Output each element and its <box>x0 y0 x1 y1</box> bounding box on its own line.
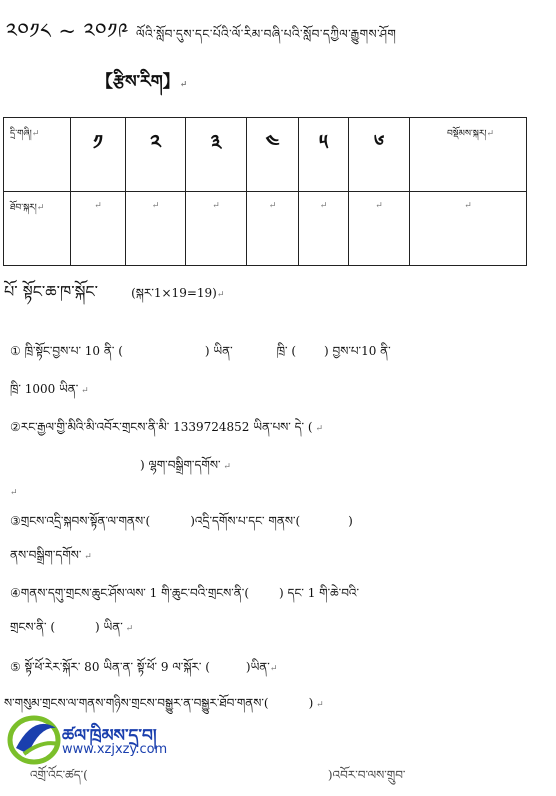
question-number-1: ༡ <box>71 118 126 192</box>
question-5-line1: ⑤ སྟོ་ཕོ་རེར་སྐོར་ 80 ཡིན་ན་ སྟོ་ཕོ་ 9 ལ་སྐོར་ ( )ཡིན་↵ <box>10 660 278 674</box>
question-6-line1: ས་གསུམ་གྲངས་ལ་གནས་གཉིས་གྲངས་བསྒྱུར་ན་བསྒྱུར་ཐོབ་གནས་( ) ↵ <box>4 696 324 710</box>
total-score-cell[interactable]: ↵ <box>410 192 527 266</box>
question-3-line2: ནས་བསྒྲིག་དགོས་ ↵ <box>10 548 92 562</box>
table-row <box>4 118 527 192</box>
question-3-line1: ③གྲངས་འདྲི་སྐབས་སྟོན་ལ་གནས་( )འདྲི་དགོས་པ་དང་ གནས་( ) <box>10 514 353 528</box>
total-label-cell: བསྡོམས་སྐར།↵ <box>410 118 527 192</box>
score-cell[interactable]: ↵ <box>186 192 247 266</box>
score-cell[interactable]: ↵ <box>349 192 410 266</box>
question-7-partial: འགྲོ་འོང་ཚད་( )འབོར་བ་ལས་གྲུབ་ <box>30 768 406 782</box>
question-2-line1: ②རང་རྒྱལ་གྱི་མིའི་མི་འབོར་གྲངས་ནི་མི་ 1339724852 ཡིན་པས་ དེ་ ( ↵ <box>10 420 323 434</box>
question-1-line1: ① ཁྲི་སྟོང་བྱས་པ་ 10 ནི་ ( ) ཡིན་ ཁྲི་ ( ) བྱས་པ་10 ནི་ <box>10 344 391 358</box>
score-label-cell: ཐོབ་སྐར།↵ <box>4 192 71 266</box>
question-2-line2: ) ལྷག་བསྒྲིག་དགོས་ ↵ <box>140 458 231 472</box>
question-number-4: ༤ <box>247 118 299 192</box>
score-cell[interactable]: ↵ <box>299 192 349 266</box>
subject-label: 【རྩིས་རིག】↵ <box>96 72 188 92</box>
question-label-cell: དྲི་གཞི།↵ <box>4 118 71 192</box>
watermark-text: ཚལ་ཁྲིམས་དྲ་བ། <box>62 726 157 746</box>
empty-paragraph: ↵ <box>10 488 18 498</box>
score-cell[interactable]: ↵ <box>71 192 126 266</box>
question-number-3: ༣ <box>186 118 247 192</box>
question-4-line1: ④གནས་དགུ་གྲངས་ཆུང་ཤོས་ལས་ 1 གི་ཆུང་བའི་གྲངས་ནི་( ) དང་ 1 གི་ཆེ་བའི་ <box>10 586 359 600</box>
year-range: ༢༠༡༨ ~ ༢༠༡༩ <box>6 19 129 43</box>
exam-title <box>6 8 396 67</box>
part1-heading: པོ་ སྟོང་ཆ་ཁ་སྐོང་ (སྐར་1×19=19)↵ <box>4 282 225 301</box>
question-number-5: ༥ <box>299 118 349 192</box>
question-number-2: ༢ <box>126 118 186 192</box>
part1-points: (སྐར་1×19=19) <box>131 286 217 300</box>
score-cell[interactable]: ↵ <box>247 192 299 266</box>
table-row <box>4 192 527 266</box>
score-table <box>3 117 527 266</box>
question-4-line2: གྲངས་ནི་ ( ) ཡིན་ ↵ <box>10 620 134 634</box>
score-cell[interactable]: ↵ <box>126 192 186 266</box>
watermark-url[interactable]: www.xzjxzy.com <box>62 742 168 757</box>
exam-subtitle: ལོའི་སློབ་དུས་དང་པོའི་ལོ་རིམ་བཞི་པའི་སློབ་དཀྱིལ་རྒྱུགས་ཤོག <box>136 27 397 41</box>
question-1-line2: ཁྲི་ 1000 ཡིན་ ↵ <box>10 382 89 396</box>
question-number-6: ༦ <box>349 118 410 192</box>
